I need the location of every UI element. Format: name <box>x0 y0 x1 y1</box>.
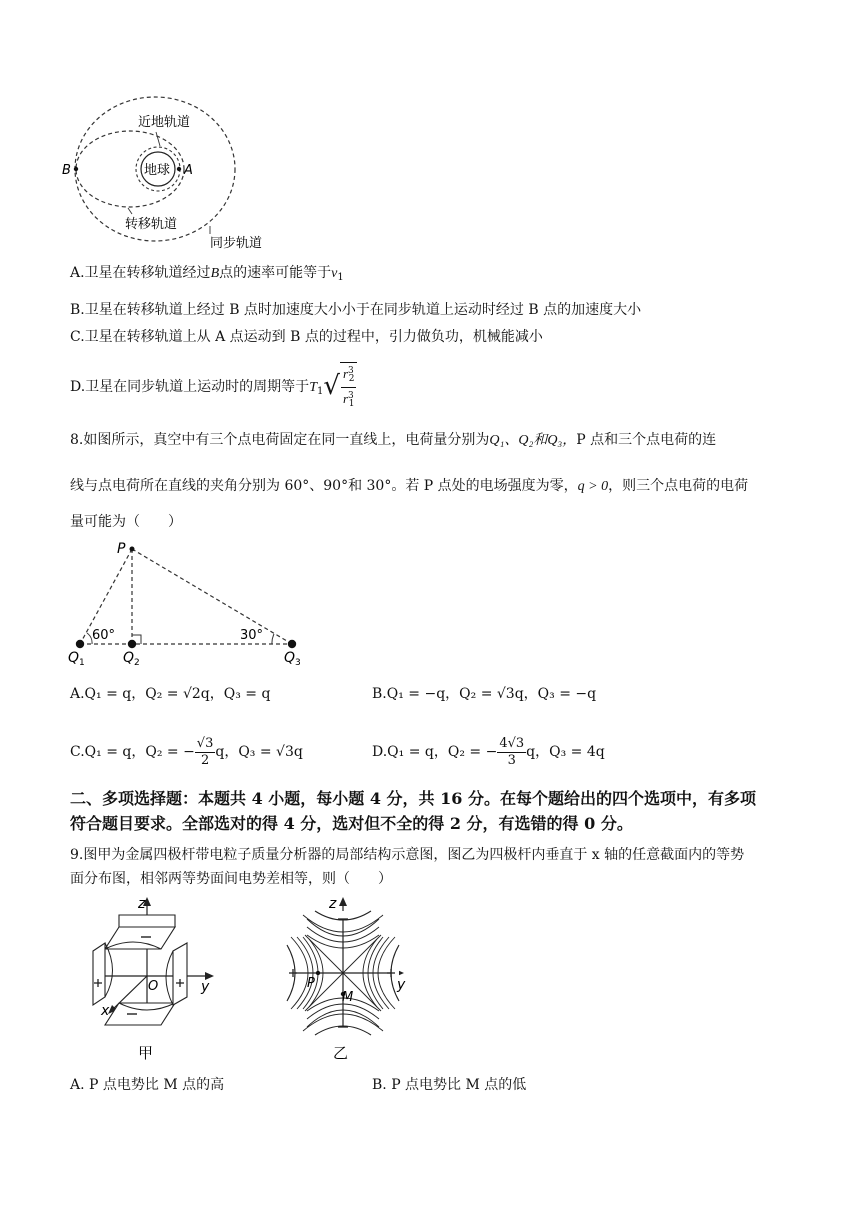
point-p <box>130 547 135 552</box>
point-b-dot <box>74 167 78 171</box>
fig-right-z: z <box>329 896 337 912</box>
q7-d-T: T <box>309 380 317 395</box>
q2-label: $Q_2$ <box>123 650 140 668</box>
q8-line1-end: P 点和三个点电荷的连 <box>576 432 717 448</box>
q7-a-sub: 1 <box>337 272 344 283</box>
fig-left-o: O <box>148 979 159 994</box>
q8-option-a: A.Q₁ = q，Q₂ = √2q，Q₃ = q <box>70 686 271 702</box>
q9-option-a: A. P 点电势比 M 点的高 <box>70 1077 225 1093</box>
fig-left-y: y <box>201 979 210 995</box>
q9-option-b: B. P 点电势比 M 点的低 <box>372 1077 527 1093</box>
q8-line2-q: q > 0 <box>577 479 609 494</box>
charge-q3 <box>288 640 296 648</box>
q1-label: $Q_1$ <box>68 650 85 668</box>
fig-left-z: z <box>138 896 146 912</box>
fig-right-caption: 乙 <box>333 1044 349 1062</box>
q8-line1 <box>70 430 716 451</box>
q7-option-b: B.卫星在转移轨道上经过 B 点时加速度大小小于在同步轨道上运动时经过 B 点的加速度大小 <box>70 302 642 318</box>
quadrupole-structure-figure <box>75 893 225 1065</box>
q7-option-d <box>70 362 357 410</box>
near-orbit-label: 近地轨道 <box>138 115 191 130</box>
q7-option-c: C.卫星在转移轨道上从 A 点运动到 B 点的过程中，引力做负功，机械能减小 <box>70 329 543 345</box>
q8-option-b: B.Q₁ = −q，Q₂ = √3q，Q₃ = −q <box>372 686 597 702</box>
charge-q1 <box>76 640 84 648</box>
equipotential-figure <box>285 893 415 1065</box>
q7-a-b: B <box>210 266 220 281</box>
point-a-label: A <box>184 163 193 178</box>
q7-a-text2: 点的速率可能等于 <box>219 265 332 281</box>
q9-line2: 面分布图，相邻两等势面间电势差相等，则（ ） <box>70 871 392 887</box>
q7-a-text: A.卫星在转移轨道经过 <box>70 265 211 281</box>
fig-left-caption: 甲 <box>138 1044 154 1062</box>
orbit-figure <box>60 96 300 256</box>
sqrt-sign: √ <box>323 371 340 401</box>
angle-30-label: 30° <box>240 628 264 643</box>
earth-label: 地球 <box>144 163 171 178</box>
q8-line2-end: ，则三个点电荷的电荷 <box>608 478 749 494</box>
point-p-dot <box>316 971 320 975</box>
q3-label: $Q_3$ <box>284 650 301 668</box>
q7-option-a <box>70 263 344 288</box>
fig-right-m: M <box>342 990 354 1005</box>
q7-d-text: D.卫星在同步轨道上运动时的周期等于 <box>70 379 310 395</box>
sync-orbit-label: 同步轨道 <box>210 236 263 251</box>
angle-60-label: 60° <box>92 628 116 643</box>
q8-line1-q: Q₁、Q₂和Q₃， <box>489 433 577 448</box>
transfer-orbit-label: 转移轨道 <box>125 217 178 232</box>
q8-line2-text: 线与点电荷所在直线的夹角分别为 60°、90°和 30°。若 P 点处的电场强度为零， <box>70 478 578 494</box>
fig-right-p: P <box>307 976 315 991</box>
q8-figure <box>60 538 320 668</box>
point-b-label: B <box>62 163 71 178</box>
q8-option-d: D.Q₁ = q，Q₂ = − $\frac{4√3}{3}$ q，Q₃ = 4q <box>372 735 605 768</box>
q7-a-v: v <box>331 266 338 281</box>
q8-line1-text: 8.如图所示，真空中有三个点电荷固定在同一直线上，电荷量分别为 <box>70 432 490 448</box>
section2-line2: 符合题目要求。全部选对的得 4 分，选对但不全的得 2 分，有选错的得 0 分。 <box>70 814 633 833</box>
q8-line2 <box>70 476 748 497</box>
q8-line3: 量可能为（ ） <box>70 514 182 530</box>
q9-line1: 9.图甲为金属四极杆带电粒子质量分析器的局部结构示意图，图乙为四极杆内垂直于 x 轴的任意截面内的等势 <box>70 847 745 863</box>
q7-d-fraction: $\frac{r^3_2}{r^3_1}$ <box>340 362 358 412</box>
section2-line1: 二、多项选择题：本题共 4 小题，每小题 4 分，共 16 分。在每个题给出的四个选项中，有多项 <box>70 789 756 808</box>
q8-option-c: C.Q₁ = q，Q₂ = − $\frac{√3}{2}$ q，Q₃ = √3q <box>70 735 303 768</box>
fig-left-x: x <box>101 1003 110 1019</box>
fig-right-y: y <box>397 977 406 993</box>
q7-d-Tsub: 1 <box>316 386 324 397</box>
p-label: P <box>117 541 126 557</box>
charge-q2 <box>128 640 136 648</box>
point-a-dot <box>177 167 181 171</box>
